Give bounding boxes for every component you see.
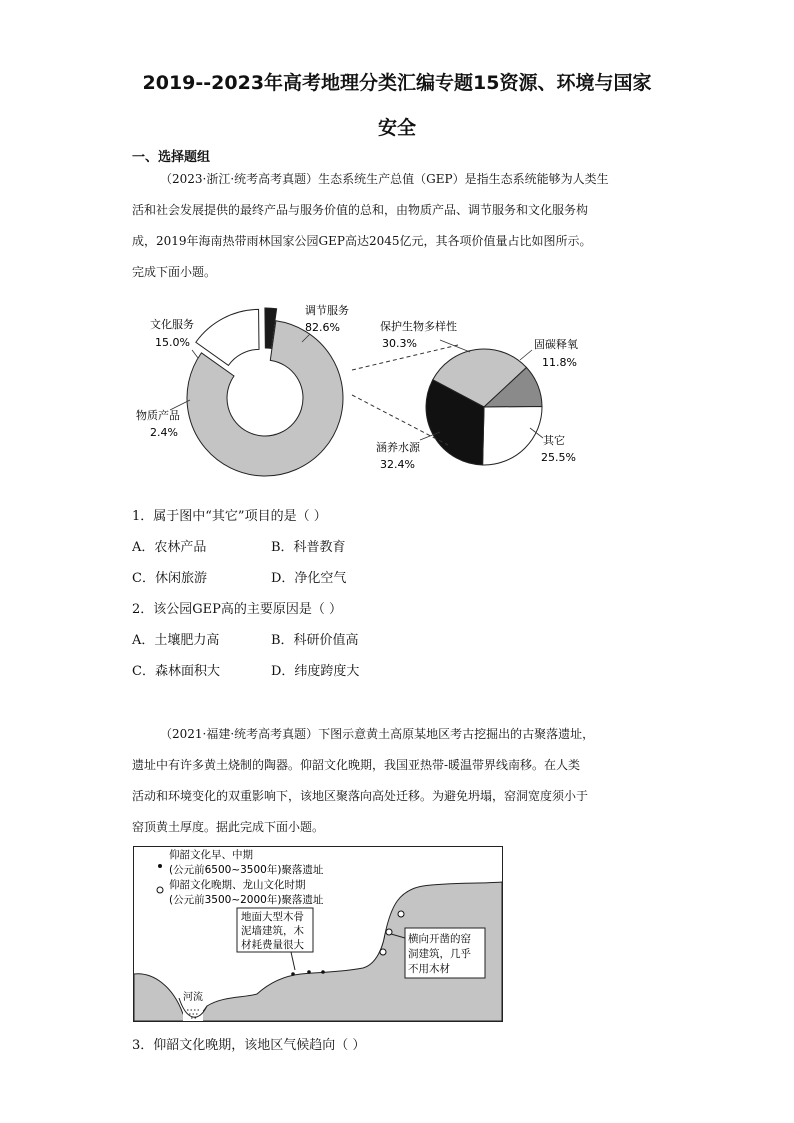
page-title-line1: 2019--2023年高考地理分类汇编专题15资源、环境与国家 [142,72,652,94]
legend-late-line1: 仰韶文化晚期、龙山文化时期 [169,879,306,891]
value-material: 2.4% [150,426,178,439]
legend-early-line1: 仰韶文化早、中期 [169,849,253,861]
pie-slice-2 [483,407,542,465]
legend-late-circle [157,887,163,893]
passage-2 [132,719,672,843]
early-site-dot [321,970,325,974]
late-site-circle [398,911,404,917]
question-2-option-a[interactable]: A．土壤肥力高 [132,633,220,648]
value-regulating: 82.6% [305,321,340,334]
passage-2-line: 活动和环境变化的双重影响下，该地区聚落向高处迁移。为避免坍塌，窑洞宽度须小于 [132,789,589,803]
question-3-stem: 3．仰韶文化晚期，该地区气候趋向（ ） [132,1038,366,1053]
label-other: 其它 [543,434,565,447]
question-2-option-c[interactable]: C．森林面积大 [132,664,220,679]
passage-1-line: 完成下面小题。 [132,265,217,279]
value-cultural: 15.0% [155,336,190,349]
value-water: 32.4% [380,458,415,471]
label-material: 物质产品 [136,409,180,422]
annotation-timber-line: 地面大型木骨 [241,911,304,923]
label-regulating: 调节服务 [305,304,349,317]
late-site-circle [380,949,386,955]
settlement-figure [133,846,505,1024]
passage-1-line: （2023·浙江·统考高考真题）生态系统生产总值（GEP）是指生态系统能够为人类生 [160,172,609,186]
section-heading: 一、选择题组 [132,150,211,165]
question-1-option-b[interactable]: B．科普教育 [271,540,346,555]
passage-2-line: 窑顶黄土厚度。据此完成下面小题。 [132,820,325,834]
passage-1-line: 成，2019年海南热带雨林国家公园GEP高达2045亿元，其各项价值量占比如图所示。 [132,234,592,248]
label-biodiversity: 保护生物多样性 [380,320,457,333]
early-site-dot [307,970,311,974]
question-2-option-b[interactable]: B．科研价值高 [271,633,359,648]
question-2-stem: 2．该公园GEP高的主要原因是（ ） [132,602,343,617]
label-water: 涵养水源 [376,441,420,454]
passage-1-line: 活和社会发展提供的最终产品与服务价值的总和，由物质产品、调节服务和文化服务构 [132,203,589,217]
legend-late-line2: (公元前3500~2000年)聚落遗址 [169,894,324,906]
leader-carbon [520,350,532,360]
early-site-dot [291,972,295,976]
leader-biodiversity [440,340,470,352]
annotation-cave-line: 不用木材 [408,963,450,975]
label-cultural: 文化服务 [150,318,194,331]
leader-cultural [192,350,198,358]
passage-1 [132,164,672,288]
label-carbon: 固碳释氧 [534,338,578,351]
passage-2-line: （2021·福建·统考高考真题）下图示意黄土高原某地区考古挖掘出的古聚落遗址， [160,727,595,741]
value-carbon: 11.8% [542,356,577,369]
annotation-timber-line: 材耗费量很大 [241,939,304,951]
page-title-line2: 安全 [377,117,416,139]
annotation-timber-line: 泥墙建筑，木 [241,925,304,937]
passage-2-line: 遗址中有许多黄土烧制的陶器。仰韶文化晚期，我国亚热带-暖温带界线南移。在人类 [132,758,581,772]
annotation-cave-line: 横向开凿的窑 [408,933,471,945]
pie-chart [426,349,542,465]
river-label: 河流 [183,992,203,1003]
value-other: 25.5% [541,451,576,464]
question-2-option-d[interactable]: D．纬度跨度大 [271,664,360,679]
legend-early-line2: (公元前6500~3500年)聚落遗址 [169,864,324,876]
annotation-cave-line: 洞建筑，几乎 [408,948,471,960]
question-1-stem: 1．属于图中“其它”项目的是（ ） [132,509,327,524]
value-biodiversity: 30.3% [382,337,417,350]
legend-early-dot [158,864,162,868]
question-1-option-c[interactable]: C．休闲旅游 [132,571,207,586]
question-1-option-a[interactable]: A．农林产品 [132,540,207,555]
question-1-option-d[interactable]: D．净化空气 [271,571,347,586]
gep-chart [130,300,610,485]
